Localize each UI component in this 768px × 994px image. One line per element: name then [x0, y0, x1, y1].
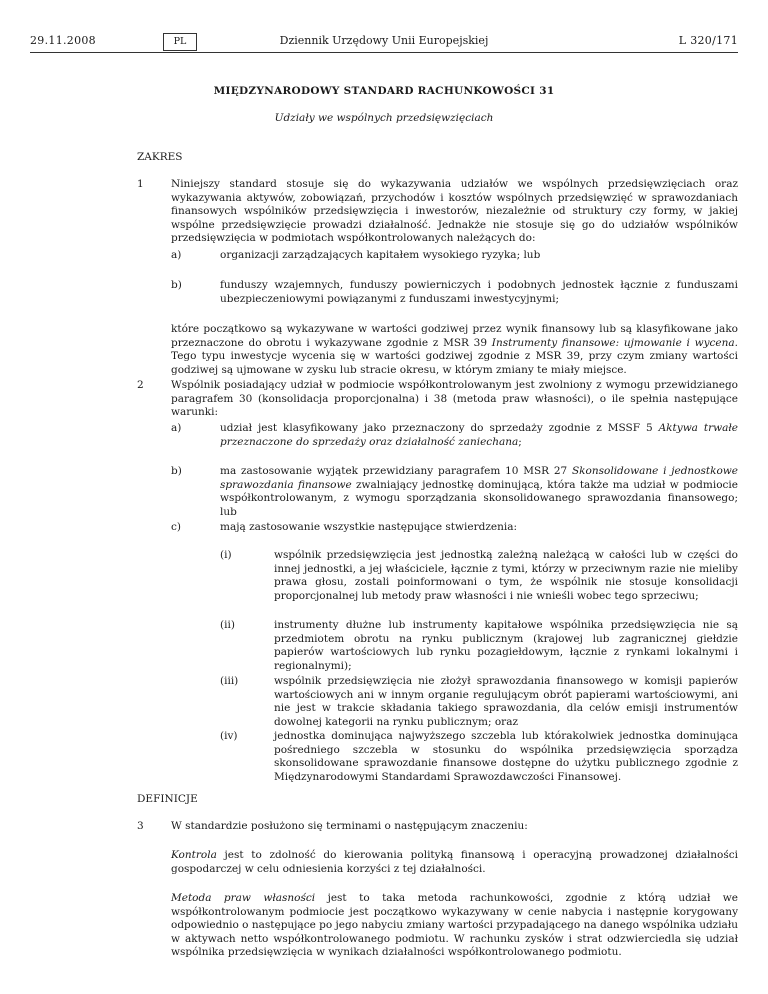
page-header [0, 0, 768, 60]
header-date: 29.11.2008 [30, 34, 96, 47]
definition-control [171, 849, 738, 876]
paragraph-2-text: Wspólnik posiadający udział w podmiocie współkontrolowanym jest zwolniony z wymogu przewidzianego paragrafem 30 (konsolidacja proporcjonalna) i 38 (metoda praw własności), o ile spełnia następujące warunki: [171, 379, 738, 419]
item-text: organizacji zarządzających kapitałem wysokiego ryzyka; lub [220, 249, 541, 261]
item-text-part: ma zastosowanie wyjątek przewidziany paragrafem 10 MSR 27 [220, 465, 572, 477]
document-subtitle: Udziały we wspólnych przedsięwzięciach [274, 112, 494, 124]
section-heading-scope: ZAKRES [137, 151, 183, 163]
subitem-label: (iii) [220, 675, 239, 687]
tail-standard-title: Instrumenty finansowe: ujmowanie i wycena [491, 336, 735, 349]
item-text: mają zastosowanie wszystkie następujące stwierdzenia: [220, 521, 517, 533]
subitem-label: (ii) [220, 619, 235, 631]
header-divider [30, 52, 738, 53]
document-title: MIĘDZYNARODOWY STANDARD RACHUNKOWOŚCI 31 [213, 85, 555, 97]
item-label: c) [171, 521, 181, 533]
paragraph-number: 3 [137, 820, 144, 832]
paragraph-1-text: Niniejszy standard stosuje się do wykazywania udziałów we wspólnych przedsięwzięciach oraz wykazywania aktywów, zobowiązań, przychodów i kosztów wspólnych przedsięwzięć w sprawozdaniach finansowych wspólników przedsięwzięcia i inwestorów, niezależnie od struktury czy formy, w jakiej wspólne przedsięwzięcie prowadzi działalność. Jednakże nie stosuje się go do udziałów wspólników przedsięwzięcia w podmiotach współkontrolowanych należących do: [171, 178, 738, 245]
subitem-text: jednostka dominująca najwyższego szczebla lub którakolwiek jednostka dominująca pośredniego szczebla w stosunku do wspólnika przedsięwzięcia sporządza skonsolidowane sprawozdanie finansowe dostępne do użytku publicznego zgodnie z Międzynarodowymi Standardami Sprawozdawczości Finansowej. [274, 730, 738, 783]
paragraph-3-intro: W standardzie posłużono się terminami o następującym znaczeniu: [171, 820, 528, 832]
tail-text: które początkowo są wykazywane w wartości godziwej przez wynik finansowy lub są klasyfikowane jako przeznaczone do obrotu i wykazywane zgodnie z MSR 39 [171, 323, 738, 349]
subitem-label: (iv) [220, 730, 238, 742]
section-heading-definitions: DEFINICJE [137, 793, 198, 805]
definition-term: Metoda praw własności [171, 892, 316, 904]
definition-text: jest to zdolność do kierowania polityką finansową i operacyjną prowadzonej działalności gospodarczej w celu odniesienia korzyści z tej działalności. [171, 849, 738, 875]
paragraph-1-tail [171, 323, 738, 377]
subitem-text: wspólnik przedsięwzięcia jest jednostką zależną należącą w całości lub w części do innej jednostki, a jej właściciele, łącznie z tymi, którzy w przeciwnym razie nie mieliby prawa głosu, zostali poinformowani o tym, że wspólnik nie stosuje konsolidacji proporcjonalnej lub metody praw własności i nie wnieśli wobec tego sprzeciwu; [274, 549, 738, 602]
paragraph-number: 2 [137, 379, 144, 391]
subitem-text: instrumenty dłużne lub instrumenty kapitałowe wspólnika przedsięwzięcia nie są przedmiotem obrotu na rynku publicznym (krajowej lub zagranicznej giełdzie papierów wartościowych lub rynku pozagiełdowym, łącznie z rynkami lokalnymi i regionalnymi); [274, 619, 738, 672]
definition-equity-method [171, 892, 738, 960]
item-label: a) [171, 249, 182, 261]
tail-text: . Tego typu inwestycje wycenia się w wartości godziwej zgodnie z MSR 39, przy czym zmiany wartości godziwej są ujmowane w zysku lub stracie okresu, w którym zmiany te miały miejsce. [171, 336, 738, 376]
item-text-part: zwalniający jednostkę dominującą, która także ma udział w podmiocie współkontrolowanym, z wymogu sporządzania skonsolidowanego sprawozdania finansowego; lub [220, 478, 738, 518]
item-text [220, 422, 738, 449]
item-text-part: udział jest klasyfikowany jako przeznaczony do sprzedaży zgodnie z MSSF 5 [220, 422, 659, 434]
item-standard-title: Skonsolidowane i jednostkowe sprawozdania finansowe [220, 465, 739, 491]
definition-text: jest to taka metoda rachunkowości, zgodnie z którą udział we współkontrolowanym podmiocie jest początkowo wykazywany w cenie nabycia i następnie korygowany odpowiednio o następujące po jego nabyciu zmiany wartości przypadającego na danego wspólnika udziału w aktywach netto współkontrolowanego podmiotu. W rachunku zysków i strat odzwierciedla się udział wspólnika przedsięwzięcia w wynikach działalności współkontrolowanego podmiotu. [171, 892, 738, 959]
item-text [220, 465, 738, 519]
subitem-text: wspólnik przedsięwzięcia nie złożył sprawozdania finansowego w komisji papierów wartościowych ani w innym organie regulującym obrót papierami wartościowymi, ani nie jest w trakcie składania takiego sprawozdania, dla celów emisji instrumentów dowolnej kategorii na rynku publicznym; oraz [274, 675, 738, 728]
item-standard-title: Aktywa trwałe przeznaczone do sprzedaży oraz działalność zaniechana [220, 422, 738, 448]
language-badge: PL [163, 33, 197, 51]
item-text: funduszy wzajemnych, funduszy powierniczych i podobnych jednostek łącznie z funduszami ubezpieczeniowymi powiązanymi z funduszami inwestycyjnymi; [220, 279, 738, 305]
item-label: b) [171, 279, 182, 291]
definition-term: Kontrola [171, 849, 217, 861]
paragraph-number: 1 [137, 178, 144, 190]
subitem-label: (i) [220, 549, 232, 561]
item-text-part: ; [518, 435, 522, 448]
page-reference: L 320/171 [678, 34, 738, 47]
item-label: a) [171, 422, 182, 434]
journal-title: Dziennik Urzędowy Unii Europejskiej [279, 34, 489, 47]
item-label: b) [171, 465, 182, 477]
